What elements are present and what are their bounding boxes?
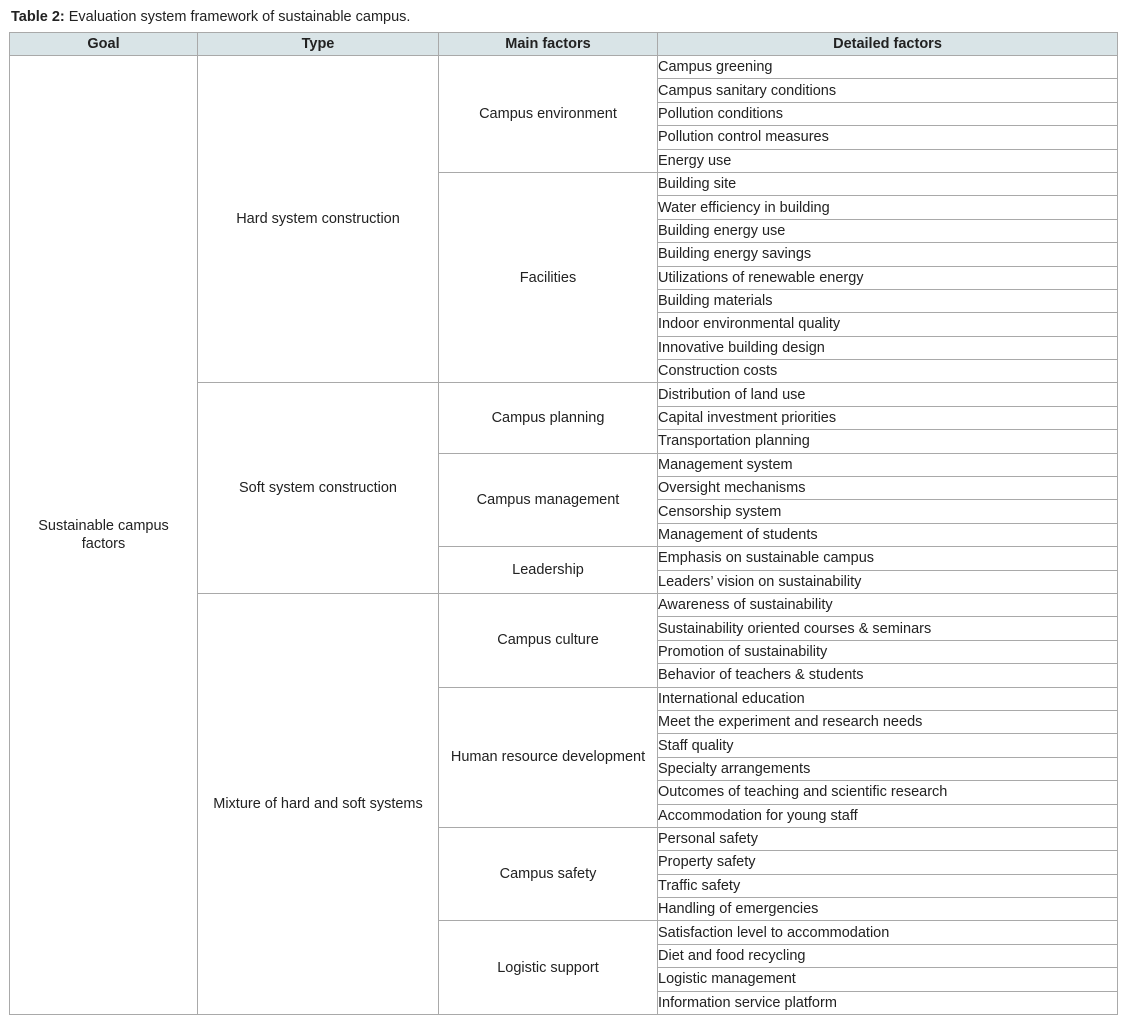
detailed-factor-cell: Traffic safety	[658, 874, 1118, 897]
header-main-factors: Main factors	[439, 33, 658, 56]
main-factor-cell: Leadership	[439, 547, 658, 594]
detailed-factor-cell: Property safety	[658, 851, 1118, 874]
header-detailed-factors: Detailed factors	[658, 33, 1118, 56]
main-factor-cell: Logistic support	[439, 921, 658, 1015]
detailed-factor-cell: Oversight mechanisms	[658, 477, 1118, 500]
table-row	[10, 56, 1118, 79]
detailed-factor-cell: Staff quality	[658, 734, 1118, 757]
detailed-factor-cell: Behavior of teachers & students	[658, 664, 1118, 687]
main-factor-cell: Campus environment	[439, 56, 658, 173]
main-factor-cell: Human resource development	[439, 687, 658, 827]
detailed-factor-cell: Satisfaction level to accommodation	[658, 921, 1118, 944]
detailed-factor-cell: Logistic management	[658, 968, 1118, 991]
header-row	[10, 33, 1118, 56]
header-type: Type	[198, 33, 439, 56]
detailed-factor-cell: Specialty arrangements	[658, 757, 1118, 780]
detailed-factor-cell: Distribution of land use	[658, 383, 1118, 406]
detailed-factor-cell: Meet the experiment and research needs	[658, 710, 1118, 733]
goal-cell: Sustainable campus factors	[10, 56, 198, 1015]
detailed-factor-cell: Transportation planning	[658, 430, 1118, 453]
detailed-factor-cell: Personal safety	[658, 827, 1118, 850]
detailed-factor-cell: Campus greening	[658, 56, 1118, 79]
detailed-factor-cell: Handling of emergencies	[658, 898, 1118, 921]
detailed-factor-cell: Sustainability oriented courses & seminars	[658, 617, 1118, 640]
detailed-factor-cell: Building site	[658, 172, 1118, 195]
type-cell: Soft system construction	[198, 383, 439, 594]
table-body	[10, 56, 1118, 1015]
detailed-factor-cell: Building energy savings	[658, 243, 1118, 266]
evaluation-framework-table	[9, 32, 1118, 1015]
detailed-factor-cell: Construction costs	[658, 360, 1118, 383]
detailed-factor-cell: Indoor environmental quality	[658, 313, 1118, 336]
detailed-factor-cell: Censorship system	[658, 500, 1118, 523]
main-factor-cell: Campus planning	[439, 383, 658, 453]
detailed-factor-cell: Water efficiency in building	[658, 196, 1118, 219]
detailed-factor-cell: Awareness of sustainability	[658, 593, 1118, 616]
table-header	[10, 33, 1118, 56]
detailed-factor-cell: Pollution control measures	[658, 126, 1118, 149]
detailed-factor-cell: Promotion of sustainability	[658, 640, 1118, 663]
main-factor-cell: Campus safety	[439, 827, 658, 921]
detailed-factor-cell: Leaders’ vision on sustainability	[658, 570, 1118, 593]
detailed-factor-cell: Pollution conditions	[658, 102, 1118, 125]
detailed-factor-cell: Information service platform	[658, 991, 1118, 1014]
detailed-factor-cell: Management system	[658, 453, 1118, 476]
detailed-factor-cell: Diet and food recycling	[658, 944, 1118, 967]
main-factor-cell: Campus management	[439, 453, 658, 547]
caption-label: Table 2:	[11, 9, 65, 25]
detailed-factor-cell: Campus sanitary conditions	[658, 79, 1118, 102]
main-factor-cell: Campus culture	[439, 593, 658, 687]
caption-text: Evaluation system framework of sustainable campus.	[64, 9, 411, 25]
type-cell: Mixture of hard and soft systems	[198, 593, 439, 1014]
header-goal: Goal	[10, 33, 198, 56]
main-factor-cell: Facilities	[439, 172, 658, 383]
detailed-factor-cell: Building energy use	[658, 219, 1118, 242]
detailed-factor-cell: International education	[658, 687, 1118, 710]
type-cell: Hard system construction	[198, 56, 439, 383]
detailed-factor-cell: Outcomes of teaching and scientific research	[658, 781, 1118, 804]
detailed-factor-cell: Capital investment priorities	[658, 406, 1118, 429]
table-caption	[11, 7, 410, 27]
detailed-factor-cell: Accommodation for young staff	[658, 804, 1118, 827]
detailed-factor-cell: Utilizations of renewable energy	[658, 266, 1118, 289]
detailed-factor-cell: Energy use	[658, 149, 1118, 172]
detailed-factor-cell: Management of students	[658, 523, 1118, 546]
detailed-factor-cell: Building materials	[658, 289, 1118, 312]
detailed-factor-cell: Innovative building design	[658, 336, 1118, 359]
detailed-factor-cell: Emphasis on sustainable campus	[658, 547, 1118, 570]
